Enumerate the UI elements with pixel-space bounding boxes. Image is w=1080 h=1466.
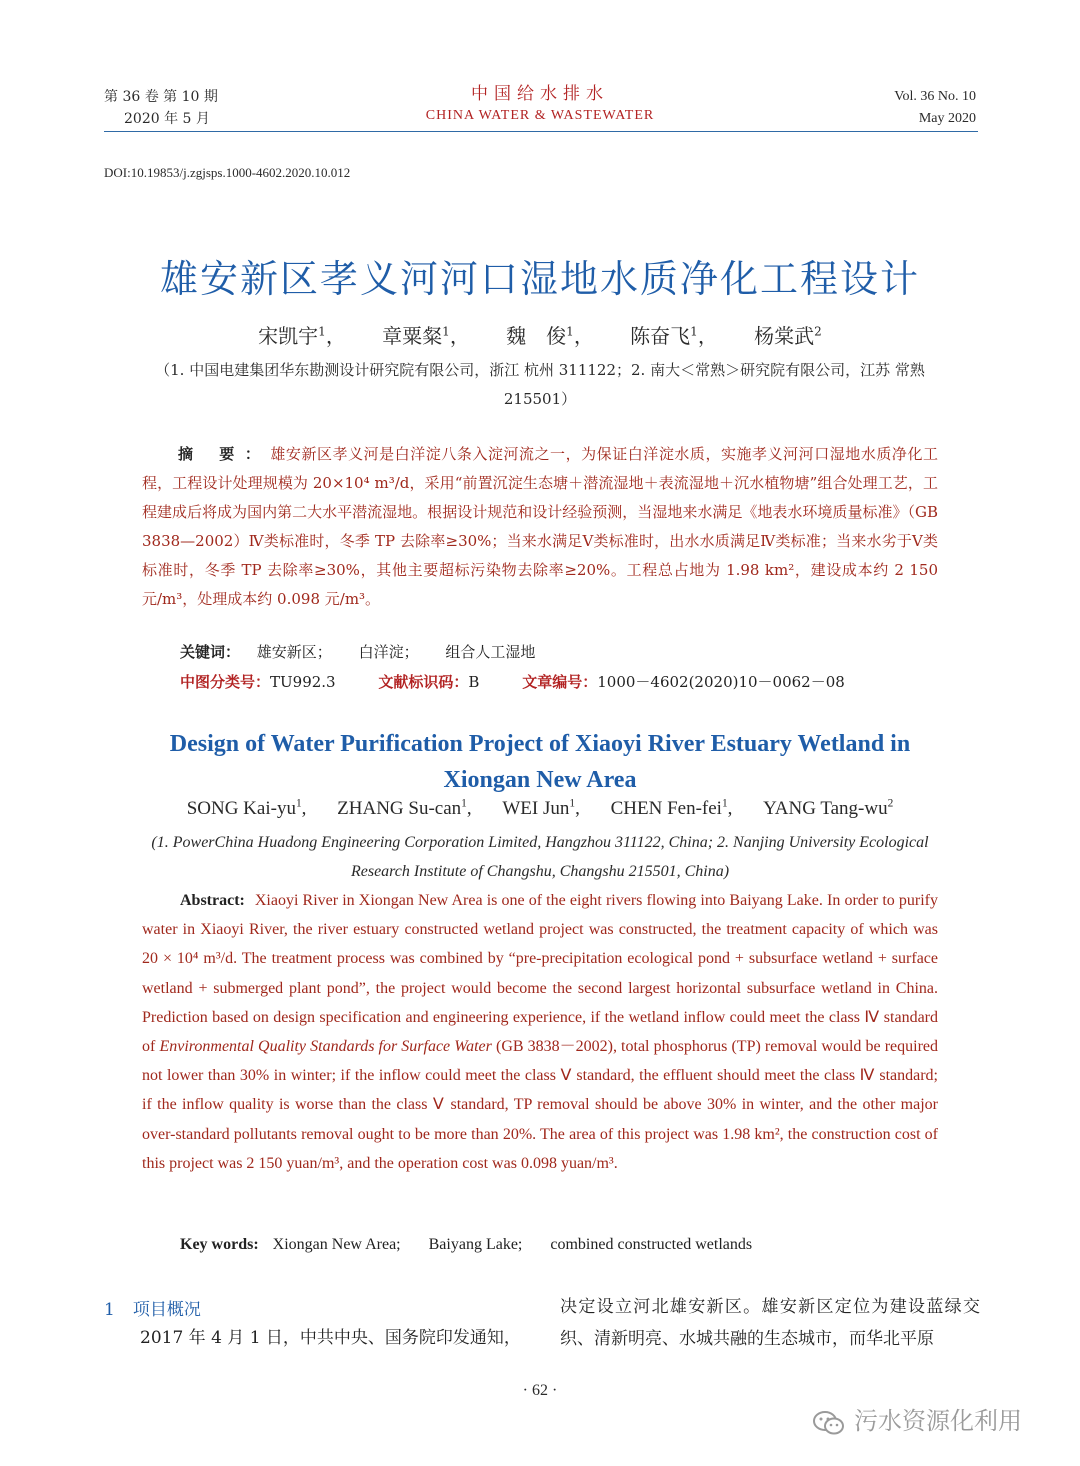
abstract-cn bbox=[142, 440, 938, 614]
abstract-text-en-part2: (GB 3838－2002), total phosphorus (TP) removal would be required not lower than 30% in winter; if the inflow could meet the class Ⅴ standard, the effluent should meet the class Ⅳ standard; if the inflow quality is worse than the class Ⅴ standard, TP removal should be above 30% in winter, and the other major over-standard pollutants removal ought to be more than 20%. The area of this project was 1.98 km², the construction cost of this project was 2 150 yuan/m³, and the operation cost was 0.098 yuan/m³. bbox=[142, 1038, 939, 1172]
keyword-en: Baiyang Lake; bbox=[428, 1236, 523, 1253]
header-rule bbox=[104, 131, 978, 132]
keyword-en: combined constructed wetlands bbox=[550, 1236, 753, 1253]
clc-value: TU992.3 bbox=[270, 673, 336, 691]
watermark bbox=[812, 1401, 1022, 1436]
keywords-label-en: Key words: bbox=[180, 1236, 259, 1253]
abstract-label-cn: 摘 要： bbox=[178, 445, 271, 463]
author-cn: 章粟粲$^1$， bbox=[382, 324, 470, 348]
section-number: 1 bbox=[104, 1300, 115, 1320]
author-cn: 杨棠武$^2$ bbox=[754, 324, 822, 348]
body-column-left: 2017 年 4 月 1 日，中共中央、国务院印发通知， bbox=[140, 1328, 521, 1348]
author-en: SONG Kai-$yu^1$, bbox=[186, 797, 307, 819]
doc-code-label: 文献标识码： bbox=[378, 673, 469, 691]
keyword-cn: 雄安新区； bbox=[256, 643, 332, 661]
article-no-label: 文章编号： bbox=[522, 673, 598, 691]
author-cn: 魏 俊$^1$， bbox=[506, 324, 594, 348]
paper-title-cn: 雄安新区孝义河河口湿地水质净化工程设计 bbox=[159, 257, 920, 301]
classification-line bbox=[180, 671, 845, 692]
journal-name-en: CHINA WATER & WASTEWATER bbox=[425, 108, 655, 123]
clc-label: 中图分类号： bbox=[180, 673, 271, 691]
paper-title-en: Design of Water Purification Project of Xiaoyi River Estuary Wetland in Xiongan New Area bbox=[169, 731, 911, 793]
author-list-en bbox=[0, 798, 1080, 820]
section-heading bbox=[104, 1295, 201, 1320]
journal-volume-info-en bbox=[894, 86, 976, 130]
doi[interactable]: DOI:10.19853/j.zgjsps.1000-4602.2020.10.012 bbox=[104, 165, 351, 180]
affiliation-cn: （1. 中国电建集团华东勘测设计研究院有限公司，浙江 杭州 311122；2. 南大＜常熟＞研究院有限公司，江苏 常熟 215501） bbox=[155, 361, 925, 408]
doc-code-value: B bbox=[468, 673, 480, 691]
journal-name-cn: 中国给水排水 bbox=[471, 84, 609, 104]
section-title: 项目概况 bbox=[132, 1300, 201, 1320]
author-list-cn bbox=[0, 320, 1080, 349]
volume-issue: 第 36 卷 第 10 期 bbox=[104, 89, 218, 105]
wechat-icon bbox=[812, 1410, 846, 1436]
keyword-en: Xiongan New Area; bbox=[272, 1236, 401, 1253]
watermark-text: 污水资源化利用 bbox=[854, 1407, 1022, 1435]
author-en: WEI Jun$^1$, bbox=[502, 797, 580, 819]
author-en: ZHANG Su-can$^1$, bbox=[337, 797, 472, 819]
issue-date: 2020 年 5 月 bbox=[124, 111, 210, 127]
author-en: CHEN Fen-fei$^1$, bbox=[610, 797, 733, 819]
abstract-text-cn: 雄安新区孝义河是白洋淀八条入淀河流之一，为保证白洋淀水质，实施孝义河河口湿地水质净化工程，工程设计处理规模为 20×10⁴ m³/d，采用“前置沉淀生态塘＋潜流湿地＋表流湿地＋沉水植物塘”组合处理工艺，工程建成后将成为国内第二大水平潜流湿地。根据设计规范和设计经验预测，当湿地来水满足《地表水环境质量标准》（GB 3838—2002）Ⅳ类标准时，冬季 TP 去除率≥30%；当来水满足Ⅴ类标准时，出水水质满足Ⅳ类标准；当来水劣于Ⅴ类标准时，冬季 TP 去除率≥30%，其他主要超标污染物去除率≥20%。工程总占地为 1.98 km²，建设成本约 2 150 元/m³，处理成本约 0.098 元/m³。 bbox=[142, 445, 938, 608]
keyword-cn: 组合人工湿地 bbox=[445, 643, 536, 661]
affiliation-en: (1. PowerChina Huadong Engineering Corporation Limited, Hangzhou 311122, China; 2. Nanjing University Ecological Research Institute of Changshu, Changshu 215501, China) bbox=[151, 834, 929, 880]
abstract-en bbox=[142, 886, 938, 1178]
abstract-text-en-standard: Environmental Quality Standards for Surface Water bbox=[159, 1038, 492, 1056]
author-cn: 宋凯宇$^1$， bbox=[258, 324, 346, 348]
volume-issue-en: Vol. 36 No. 10 bbox=[894, 89, 976, 104]
author-cn: 陈奋飞$^1$， bbox=[630, 324, 718, 348]
article-no-value: 1000－4602(2020)10－0062－08 bbox=[597, 673, 845, 691]
keyword-cn: 白洋淀； bbox=[358, 643, 419, 661]
author-en: YANG Tang-$wu^2$ bbox=[763, 797, 894, 819]
keywords-en bbox=[180, 1236, 776, 1254]
keywords-cn bbox=[180, 641, 557, 662]
page-number: · 62 · bbox=[522, 1382, 558, 1399]
abstract-text-en-part1: Xiaoyi River in Xiongan New Area is one of the eight rivers flowing into Baiyang Lake. In order to purify water in Xiaoyi River, the river estuary constructed wetland project was constructed, the treatment capacity of which was 20 × 10⁴ m³/d. The treatment process was combined by “pre-precipitation ecological pond + subsurface wetland + surface wetland + submerged plant pond”, the project would become the second largest horizontal subsurface wetland in China. Prediction based on design specification and engineering experience, if the wetland inflow could meet the class Ⅳ standard of bbox=[142, 892, 938, 1056]
abstract-label-en: Abstract: bbox=[180, 892, 245, 909]
issue-date-en: May 2020 bbox=[918, 111, 976, 126]
keywords-label-cn: 关键词： bbox=[180, 643, 241, 661]
body-column-right: 决定设立河北雄安新区。雄安新区定位为建设蓝绿交织、清新明亮、水城共融的生态城市，而华北平原 bbox=[560, 1297, 980, 1349]
